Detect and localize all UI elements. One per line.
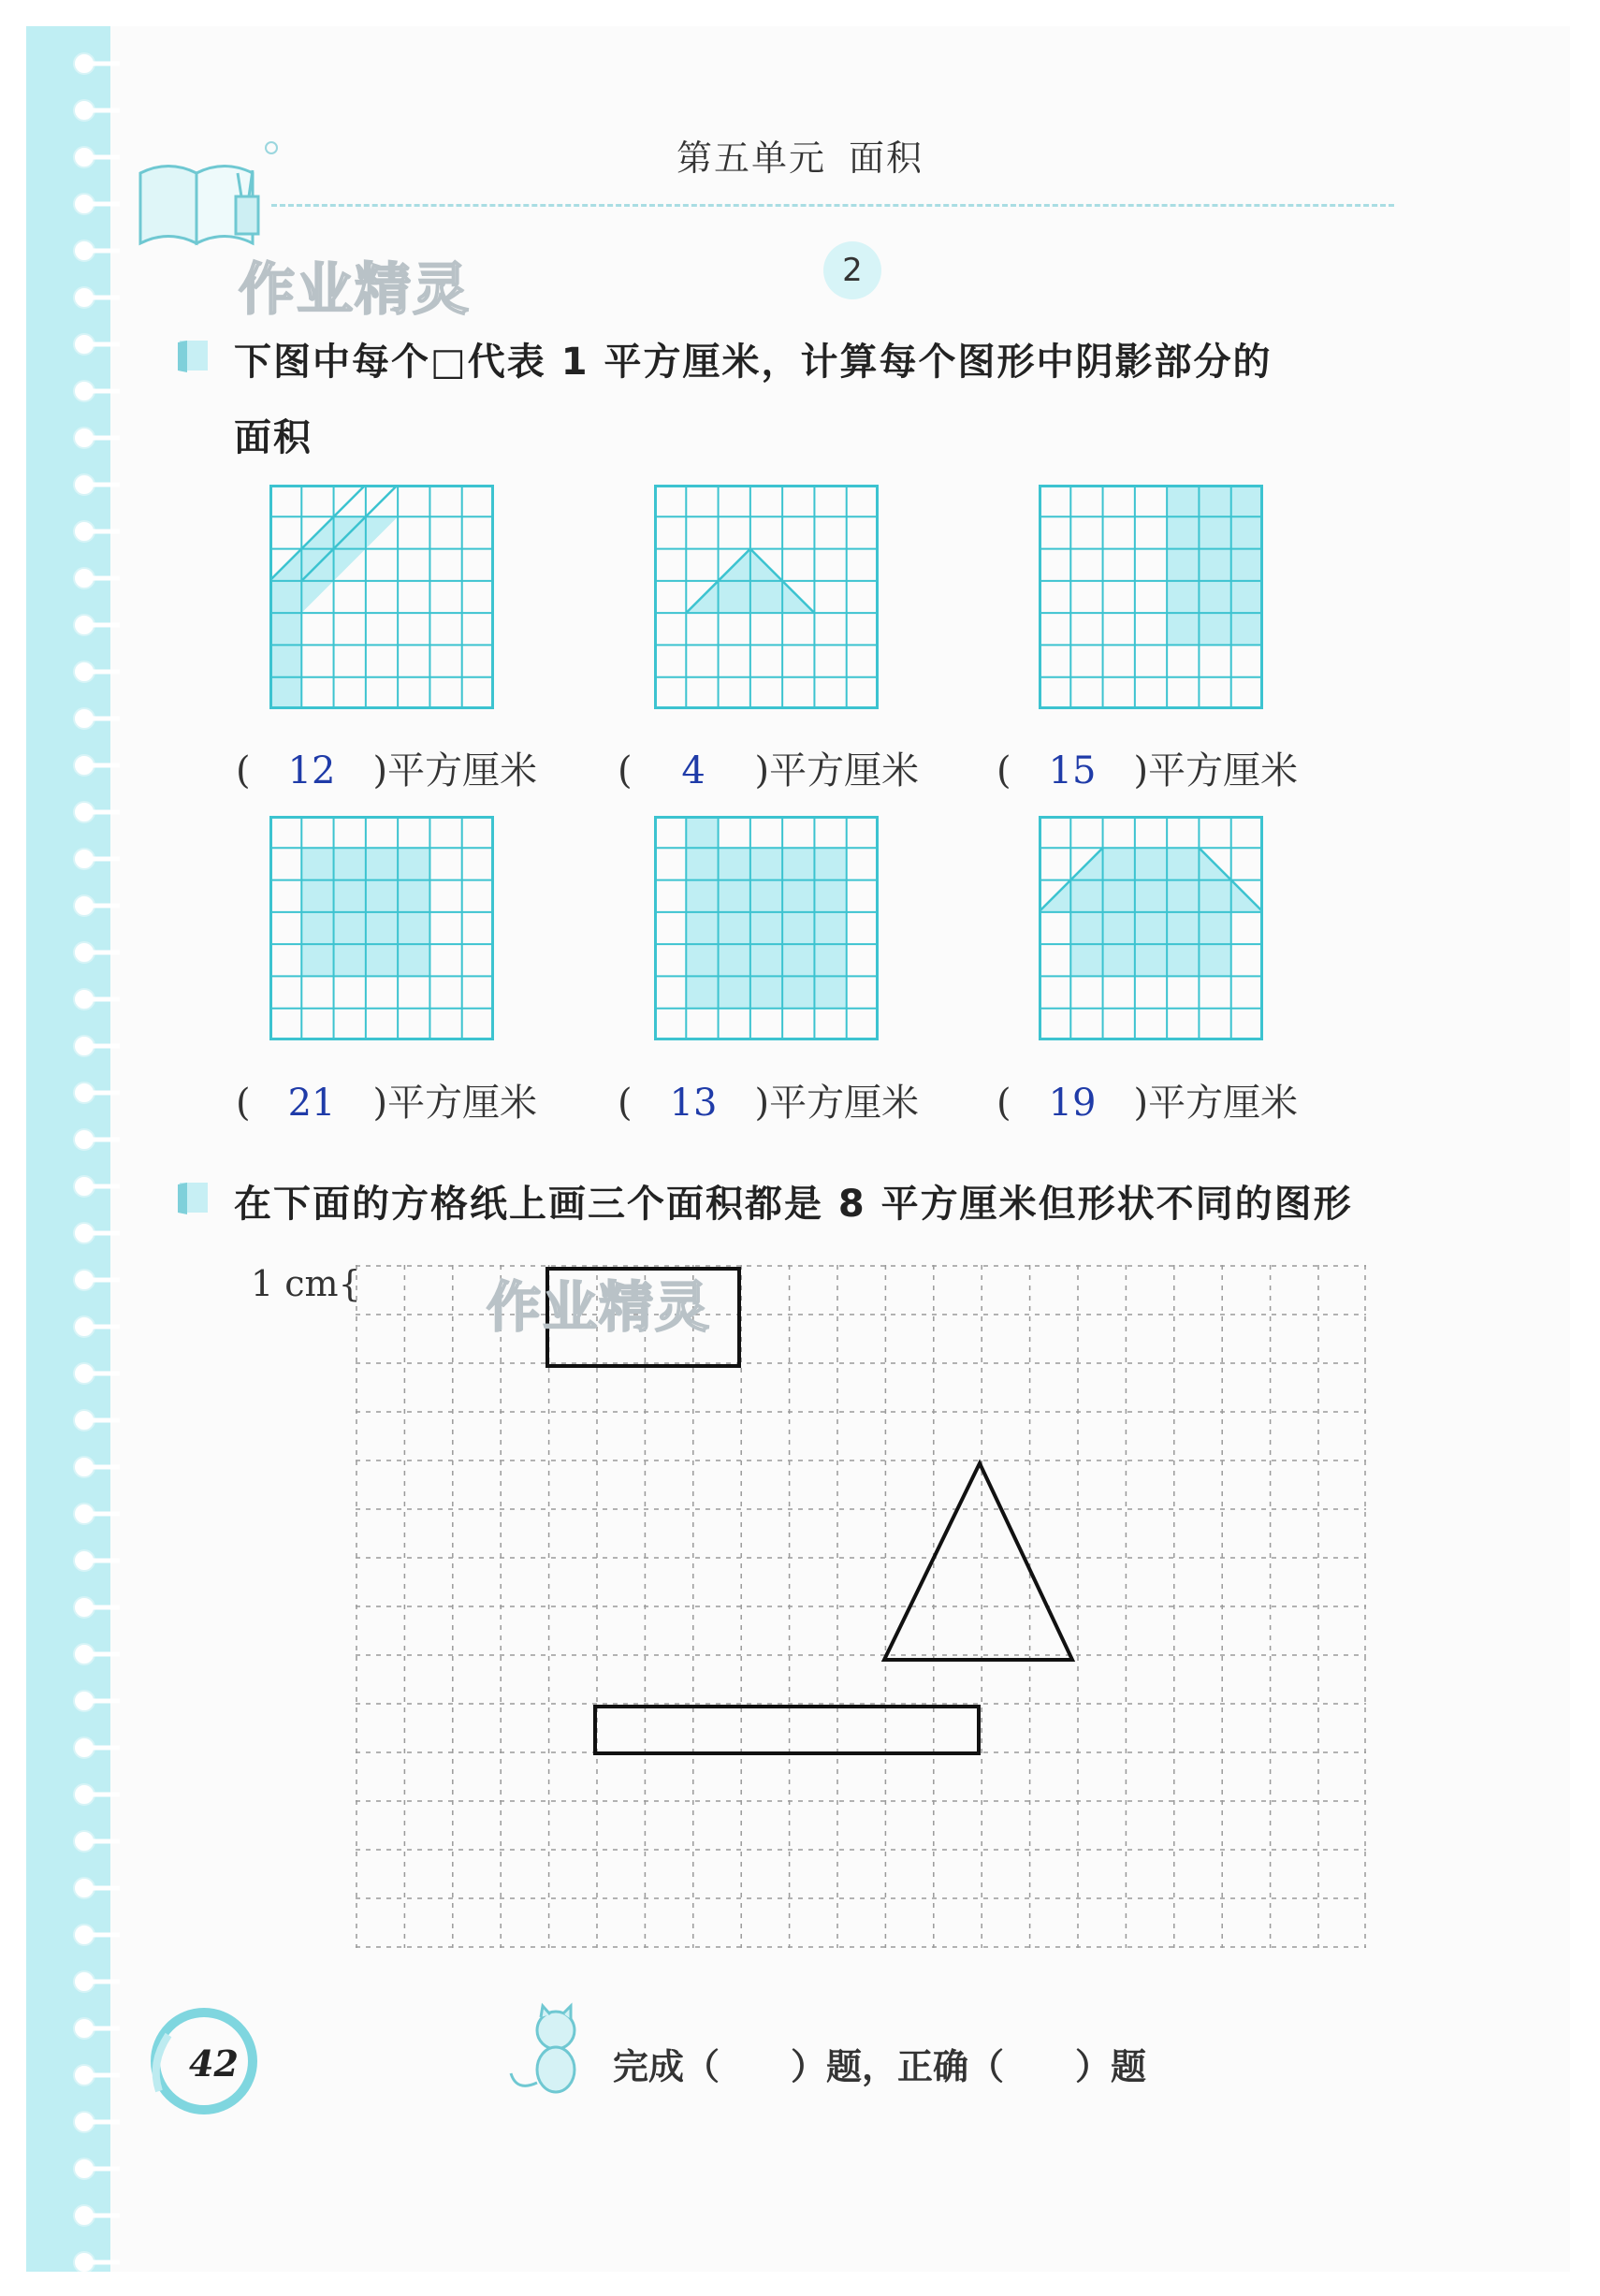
- shape-grid-3: [1039, 485, 1263, 709]
- scale-label: 1 cm{: [251, 1263, 361, 1304]
- page-title: 第五单元 面积: [676, 138, 924, 179]
- shaded-region: [1167, 485, 1263, 645]
- drawn-rectangle-1x8: [595, 1707, 979, 1753]
- header-divider: [271, 204, 1394, 207]
- watermark: 作业精灵: [487, 1275, 712, 1339]
- completion-summary: 完成（ ）题，正确（ ）题: [613, 2046, 1147, 2087]
- answer-4: ( 21 )平方厘米: [236, 1082, 538, 1125]
- question1-text: 下图中每个□代表 1 平方厘米，计算每个图形中阴影部分的: [234, 341, 1273, 384]
- question-marker-icon: [174, 337, 211, 374]
- question-marker-icon: [174, 1179, 211, 1216]
- question2-text: 在下面的方格纸上画三个面积都是 8 平方厘米但形状不同的图形: [234, 1183, 1353, 1226]
- shape-grid-6: [1039, 816, 1263, 1040]
- answer-5: ( 13 )平方厘米: [618, 1082, 920, 1125]
- answer-3: ( 15 )平方厘米: [996, 749, 1299, 792]
- answer-1: ( 12 )平方厘米: [236, 749, 538, 792]
- watermark: 作业精灵: [239, 257, 471, 323]
- drawn-triangle: [884, 1463, 1072, 1660]
- binding-holes: [26, 26, 120, 2272]
- section-badge: 2: [823, 241, 881, 299]
- answer-6: ( 19 )平方厘米: [996, 1082, 1299, 1125]
- question1-text-cont: 面积: [234, 416, 313, 459]
- page-number: 42: [189, 2042, 239, 2085]
- shape-grid-4: [269, 816, 494, 1040]
- answer-2: ( 4 )平方厘米: [618, 749, 920, 792]
- shaded-region: [269, 485, 366, 709]
- shape-grid-5: [654, 816, 879, 1040]
- shape-grid-1: [269, 485, 494, 709]
- cat-mascot-icon: [498, 2002, 601, 2105]
- drawing-grid-paper: [356, 1265, 1366, 1948]
- shape-grid-2: [654, 485, 879, 709]
